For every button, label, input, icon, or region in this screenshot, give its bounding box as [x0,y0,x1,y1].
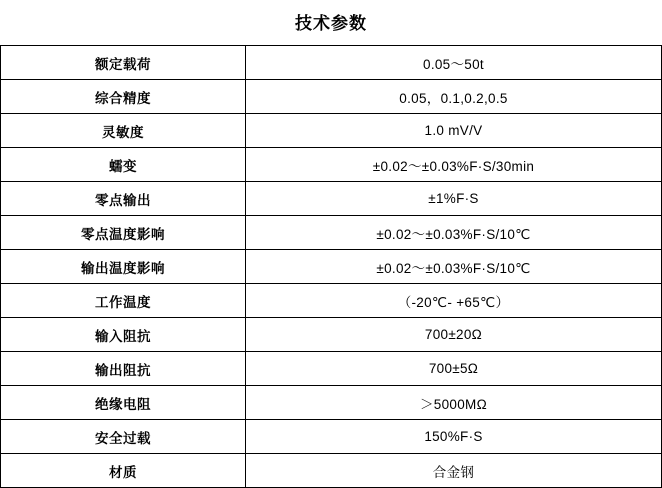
row-value: ＞5000MΩ [246,386,662,420]
row-value: 0.05～50t [246,46,662,80]
table-body [1,46,662,488]
row-label: 灵敏度 [1,114,246,148]
row-value: 0.05，0.1,0.2,0.5 [246,80,662,114]
page-title: 技术参数 [295,14,367,33]
row-label: 蠕变 [1,148,246,182]
table-row [1,216,662,250]
table-row [1,454,662,488]
table-row [1,148,662,182]
row-value: 1.0 mV/V [246,114,662,148]
row-value: ±0.02～±0.03%F·S/10℃ [246,216,662,250]
table-row [1,386,662,420]
table-row [1,318,662,352]
row-label: 输入阻抗 [1,318,246,352]
row-value: 合金钢 [246,454,662,488]
row-value: 150%F·S [246,420,662,454]
row-label: 零点温度影响 [1,216,246,250]
row-label: 安全过载 [1,420,246,454]
row-value: 700±20Ω [246,318,662,352]
table-row [1,114,662,148]
row-value: ±1%F·S [246,182,662,216]
row-label: 输出温度影响 [1,250,246,284]
table-row [1,420,662,454]
table-row [1,352,662,386]
row-label: 材质 [1,454,246,488]
table-row [1,80,662,114]
row-label: 绝缘电阻 [1,386,246,420]
specification-table [0,45,662,488]
table-row [1,250,662,284]
table-row [1,182,662,216]
table-row [1,284,662,318]
row-value: ±0.02～±0.03%F·S/30min [246,148,662,182]
row-label: 额定载荷 [1,46,246,80]
row-label: 输出阻抗 [1,352,246,386]
row-label: 零点输出 [1,182,246,216]
row-value: （-20℃- +65℃） [246,284,662,318]
row-value: ±0.02～±0.03%F·S/10℃ [246,250,662,284]
row-value: 700±5Ω [246,352,662,386]
table-row [1,46,662,80]
row-label: 工作温度 [1,284,246,318]
row-label: 综合精度 [1,80,246,114]
